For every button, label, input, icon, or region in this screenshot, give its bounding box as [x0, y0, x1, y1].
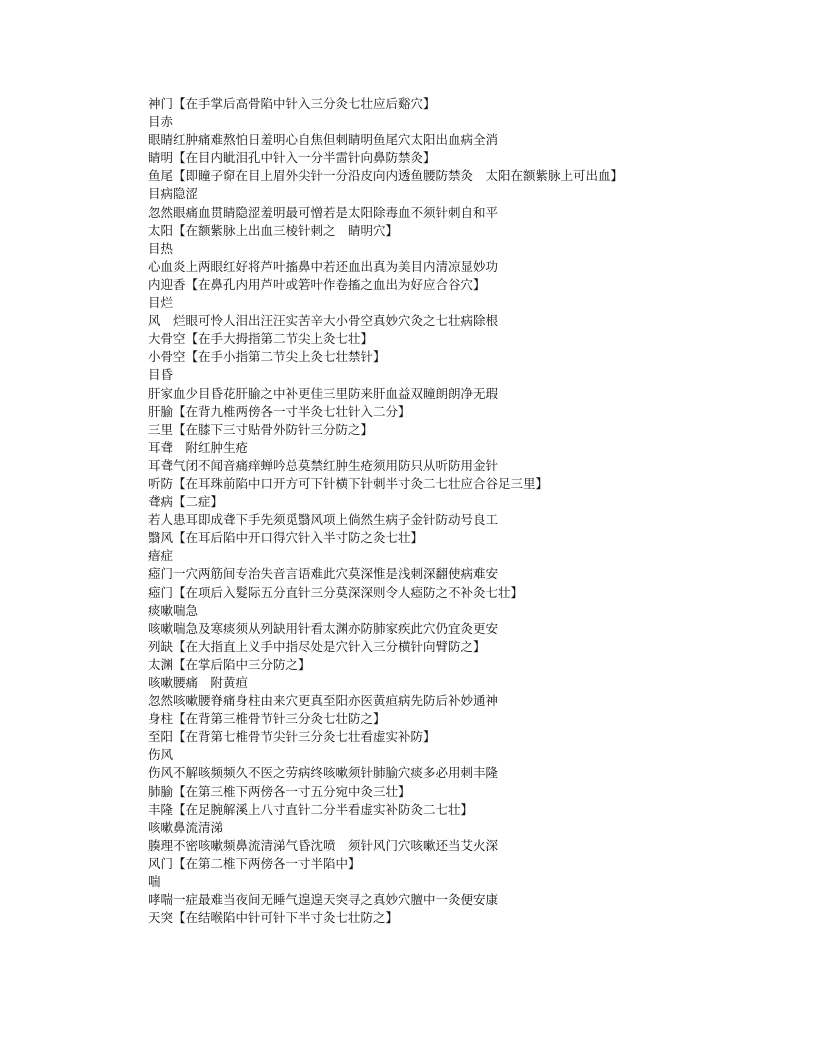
- text-line: 瘂门【在项后入髮际五分直针三分莫深深则令人瘂防之不补灸七壮】: [148, 584, 524, 600]
- text-line: 神门【在手掌后高骨陷中针入三分灸七壮应后谿穴】: [148, 96, 436, 111]
- section-heading: 瘖症: [148, 548, 174, 564]
- text-line: 丰隆【在足腕解溪上八寸直针二分半看虚实补防灸二七壮】: [148, 801, 474, 817]
- text-line: 眼睛红肿痛难熬怕日羞明心自焦但刺睛明鱼尾穴太阳出血病全消: [148, 132, 499, 148]
- text-line: 睛明【在目内眦泪孔中针入一分半䨓针向鼻防禁灸】: [148, 150, 436, 166]
- section-heading: 痰嗽喘急: [148, 602, 199, 618]
- section-heading: 目病隐涩: [148, 186, 199, 202]
- text-line: 咳嗽喘急及寒痰须从列缺用针看太渊亦防肺家疾此穴仍宜灸更安: [148, 620, 499, 636]
- text-line: 风 烂眼可怜人泪出汪汪实苦辛大小骨空真妙穴灸之七壮病除根: [148, 313, 499, 329]
- text-line: 太阳【在额紫脉上出血三棱针刺之 睛明穴】: [148, 222, 399, 238]
- text-line: 忽然咳嗽腰脊痛身柱由来穴更真至阳亦医黄疸病先防后补妙通神: [148, 693, 499, 709]
- document-page: [148, 95, 668, 927]
- text-line: 小骨空【在手小指第二节尖上灸七壮禁针】: [148, 349, 386, 365]
- section-heading: 咳嗽鼻流清涕: [148, 819, 224, 835]
- text-line: 肝腧【在背九椎两傍各一寸半灸七壮针入二分】: [148, 403, 411, 419]
- section-heading: 目昏: [148, 367, 174, 383]
- text-line: 风门【在第二椎下两傍各一寸半陷中】: [148, 855, 361, 871]
- text-line: 肺腧【在第三椎下两傍各一寸五分宛中灸三壮】: [148, 783, 411, 799]
- text-line: 大骨空【在手大拇指第二节尖上灸七壮】: [148, 331, 374, 347]
- text-line: 腠理不密咳嗽频鼻流清涕气昏沈喷 须针风门穴咳嗽还当艾火深: [148, 837, 499, 853]
- text-line: 若人患耳即成聋下手先须觅翳风项上倘然生病子金针防动号良工: [148, 512, 499, 528]
- section-heading: 伤风: [148, 747, 174, 763]
- text-line: 至阳【在背第七椎骨节尖针三分灸七壮看虚实补防】: [148, 729, 436, 745]
- section-heading: 目赤: [148, 114, 174, 130]
- text-line: 忽然眼痛血贯睛隐涩羞明最可憎若是太阳除毒血不须针刺自和平: [148, 204, 499, 220]
- section-heading: 聋病【二症】: [148, 494, 224, 510]
- text-line: 哮喘一症最难当夜间无睡气遑遑天突寻之真妙穴膻中一灸便安康: [148, 892, 499, 908]
- text-line: 身柱【在背第三椎骨节针三分灸七壮防之】: [148, 711, 386, 727]
- text-line: 内迎香【在鼻孔内用芦叶或箬叶作卷搐之血出为好应合谷穴】: [148, 276, 486, 292]
- text-line: 肝家血少目昏花肝腧之中补更佳三里防来肝血益双瞳朗朗净无瑕: [148, 385, 499, 401]
- text-line: 翳风【在耳后陷中开口得穴针入半寸防之灸七壮】: [148, 530, 424, 546]
- section-heading: 目热: [148, 240, 174, 256]
- text-line: 听防【在耳珠前陷中口开方可下针横下针刺半寸灸二七壮应合谷足三里】: [148, 475, 549, 491]
- text-line: 鱼尾【即瞳子窌在目上眉外尖针一分沿皮向内透鱼腰防禁灸 太阳在额紫脉上可出血】: [148, 168, 624, 184]
- text-line: 三里【在膝下三寸贴骨外防针三分防之】: [148, 421, 374, 437]
- text-line: 瘂门一穴两筋间专治失音言语难此穴莫深惟是浅刺深翻使病难安: [148, 566, 499, 582]
- section-heading: 喘: [148, 874, 161, 890]
- text-line: 列缺【在大指直上义手中指尽处是穴针入三分横针向臂防之】: [148, 638, 486, 654]
- text-line: 太渊【在掌后陷中三分防之】: [148, 656, 311, 672]
- text-line: 天突【在结喉陷中针可针下半寸灸七壮防之】: [148, 910, 399, 926]
- text-line: 耳聋气闭不闻音痛痒蝉吟总莫禁红肿生疮须用防只从听防用金针: [148, 457, 499, 473]
- text-line: 伤风不解咳频频久不医之劳病终咳嗽须针肺腧穴痰多必用刺丰隆: [148, 765, 499, 781]
- section-heading: 咳嗽腰痛 附黄疸: [148, 675, 249, 690]
- text-line: 心血炎上两眼红好将芦叶搐鼻中若还血出真为美目内清凉显妙功: [148, 258, 499, 274]
- section-heading: 目烂: [148, 295, 174, 311]
- section-heading: 耳聋 附红肿生疮: [148, 439, 249, 455]
